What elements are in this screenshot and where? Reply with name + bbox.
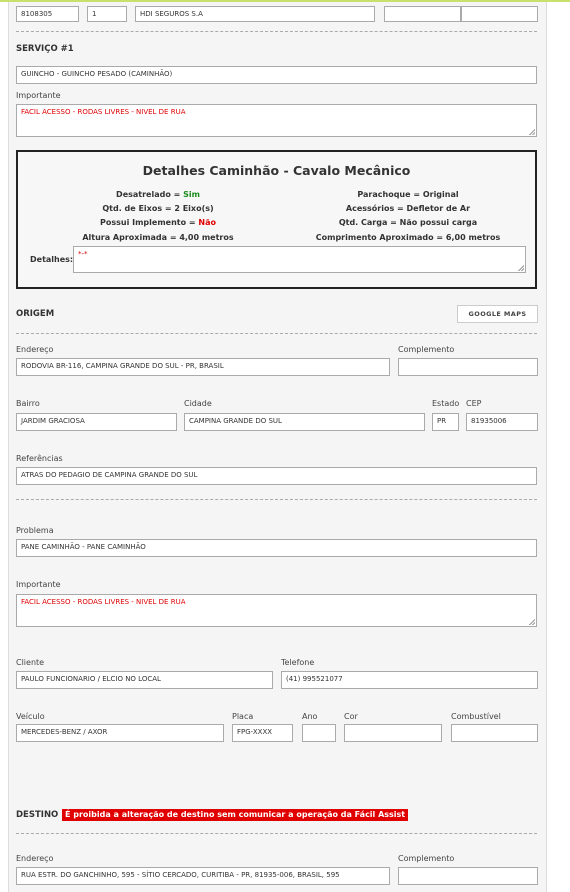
- top-field-5[interactable]: [461, 6, 538, 22]
- ano-label: Ano: [302, 712, 318, 721]
- comprimento-line: Comprimento Aproximado = 6,00 metros: [315, 233, 501, 242]
- problem-importante-textarea[interactable]: [16, 594, 537, 627]
- complemento-label: Complemento: [398, 854, 455, 863]
- placa-label: Placa: [232, 712, 254, 721]
- problem-importante-text: FACIL ACESSO - RODAS LIVRES - NIVEL DE RUA: [21, 598, 186, 606]
- origin-district-field[interactable]: JARDIM GRACIOSA: [16, 413, 177, 431]
- year-field[interactable]: [302, 724, 336, 742]
- client-field[interactable]: PAULO FUNCIONARIO / ELCIO NO LOCAL: [16, 671, 273, 689]
- parachoque-line: Parachoque = Original: [357, 190, 459, 199]
- fuel-field[interactable]: [451, 724, 538, 742]
- truck-details-title: Detalhes Caminhão - Cavalo Mecânico: [142, 163, 411, 178]
- bairro-label: Bairro: [16, 399, 40, 408]
- divider: [16, 833, 537, 834]
- desatrelado-line: Desatrelado = Sim: [116, 190, 200, 199]
- resize-grip-icon[interactable]: [529, 619, 535, 625]
- insurer-field[interactable]: HDI SEGUROS S.A: [135, 6, 375, 22]
- destination-section-title: DESTINO: [16, 810, 59, 820]
- divider: [16, 333, 537, 334]
- top-accent-line: [0, 0, 570, 2]
- endereco-label: Endereço: [16, 854, 54, 863]
- google-maps-button[interactable]: GOOGLE MAPS: [457, 305, 538, 323]
- implemento-line: Possui Implemento = Não: [100, 218, 216, 227]
- complemento-label: Complemento: [398, 345, 455, 354]
- importante-label: Importante: [16, 91, 61, 100]
- cliente-label: Cliente: [16, 658, 45, 667]
- veiculo-label: Veículo: [16, 712, 45, 721]
- estado-label: Estado: [432, 399, 460, 408]
- origin-address-field[interactable]: RODOVIA BR-116, CAMPINA GRANDE DO SUL - PR, BRASIL: [16, 358, 390, 376]
- service-importante-text: FACIL ACESSO - RODAS LIVRES - NIVEL DE RUA: [21, 108, 186, 116]
- origin-cep-field[interactable]: 81935006: [466, 413, 538, 431]
- service-type-field[interactable]: GUINCHO - GUINCHO PESADO (CAMINHÃO): [16, 66, 537, 84]
- origin-section-title: ORIGEM: [16, 309, 55, 319]
- vehicle-field[interactable]: MERCEDES-BENZ / AXOR: [16, 724, 224, 742]
- cor-label: Cor: [344, 712, 358, 721]
- service-importante-textarea[interactable]: [16, 104, 537, 137]
- phone-field[interactable]: (41) 995521077: [281, 671, 538, 689]
- carga-line: Qtd. Carga = Não possui carga: [338, 218, 478, 227]
- acessorios-line: Acessórios = Defletor de Ar: [345, 204, 471, 213]
- divider: [16, 499, 537, 500]
- protocol-field[interactable]: 8108305: [16, 6, 79, 22]
- item-number-field[interactable]: 1: [87, 6, 127, 22]
- plate-field[interactable]: FPG-XXXX: [232, 724, 293, 742]
- problem-field[interactable]: PANE CAMINHÃO - PANE CAMINHÃO: [16, 539, 537, 557]
- referencias-label: Referências: [16, 454, 63, 463]
- detalhes-textarea[interactable]: [73, 246, 526, 273]
- combustivel-label: Combustível: [451, 712, 501, 721]
- eixos-line: Qtd. de Eixos = 2 Eixo(s): [102, 204, 214, 213]
- destination-complement-field[interactable]: [398, 867, 538, 885]
- top-field-4[interactable]: [384, 6, 461, 22]
- resize-grip-icon[interactable]: [529, 129, 535, 135]
- truck-details-box: [16, 150, 537, 289]
- problema-label: Problema: [16, 526, 54, 535]
- detalhes-label: Detalhes:: [30, 255, 74, 264]
- cep-label: CEP: [466, 399, 482, 408]
- importante-label: Importante: [16, 580, 61, 589]
- cidade-label: Cidade: [184, 399, 212, 408]
- endereco-label: Endereço: [16, 345, 54, 354]
- destination-address-field[interactable]: RUA ESTR. DO GANCHINHO, 595 - SÍTIO CERCADO, CURITIBA - PR, 81935-006, BRASIL, 595: [16, 867, 390, 885]
- resize-grip-icon[interactable]: [518, 265, 524, 271]
- service-section-title: SERVIÇO #1: [16, 44, 74, 54]
- origin-city-field[interactable]: CAMPINA GRANDE DO SUL: [184, 413, 425, 431]
- divider: [16, 31, 537, 32]
- origin-state-field[interactable]: PR: [432, 413, 459, 431]
- origin-complement-field[interactable]: [398, 358, 538, 376]
- detalhes-text: *-*: [78, 250, 88, 258]
- origin-references-field[interactable]: ATRAS DO PEDAGIO DE CAMPINA GRANDE DO SUL: [16, 467, 537, 485]
- telefone-label: Telefone: [281, 658, 315, 667]
- altura-line: Altura Aproximada = 4,00 metros: [82, 233, 234, 242]
- destination-warning-badge: É proibida a alteração de destino sem comunicar a operação da Fácil Assist: [62, 809, 408, 821]
- color-field[interactable]: [344, 724, 442, 742]
